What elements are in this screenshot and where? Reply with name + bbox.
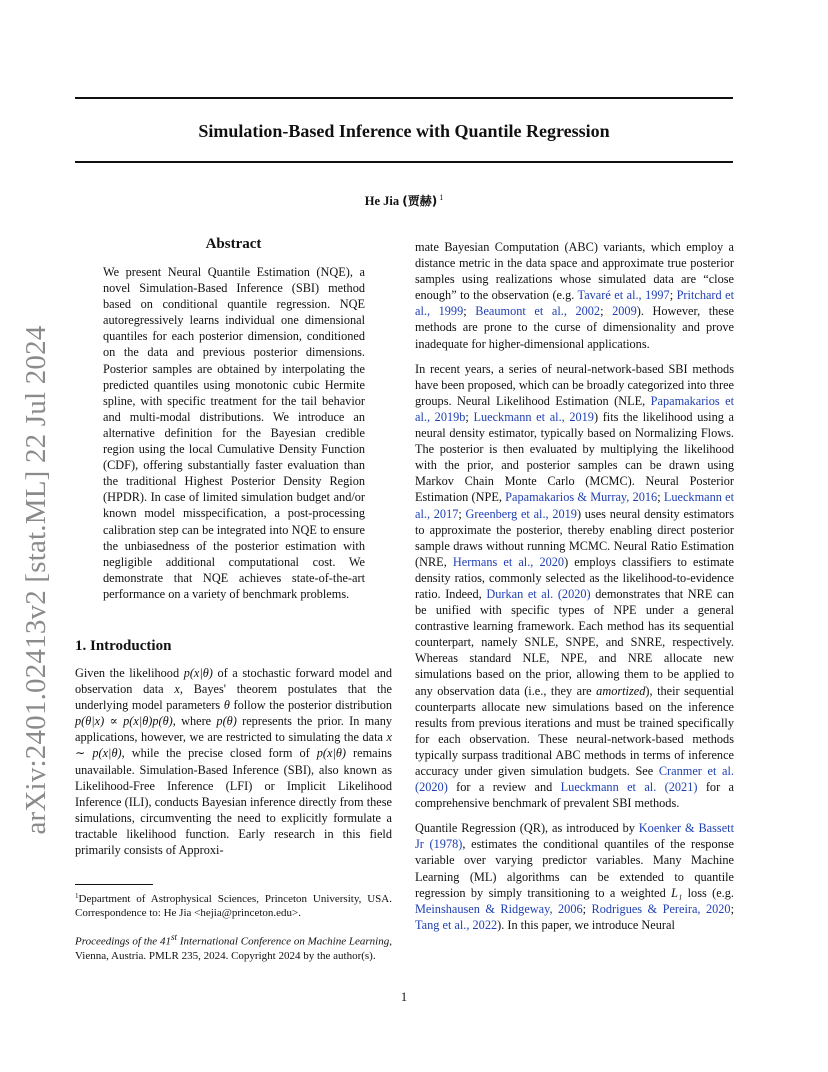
- abstract-text: We present Neural Quantile Estimation (NQE), a novel Simulation-Based Inference (SBI) method based on conditional quantile regression. NQE autoregressively learns individual one dimensional quantiles for each posterior dimension, conditioned on the data and previous posterior dimensions. Posterior samples are obtained by interpolating the predicted quantiles using monotonic cubic Hermite spline, with specific treatment for the tail behavior and multi-modal distributions. We introduce an alternative definition for the Bayesian credible region using the local Cumulative Density Function (CDF), offering substantially faster evaluation than the traditional Highest Posterior Density Region (HPDR). In case of limited simulation budget and/or known model misspecification, a post-processing calibration step can be integrated into NQE to ensure the unbiasedness of the posterior estimation with negligible additional computational cost. We demonstrate that NQE achieves state-of-the-art performance on a variety of benchmark problems.: [103, 265, 365, 601]
- title-rule-bottom: [75, 161, 733, 163]
- section-heading-introduction: 1. Introduction: [75, 637, 172, 654]
- abstract-heading: Abstract: [205, 236, 262, 252]
- citation-link[interactable]: Tang et al., 2022: [415, 917, 498, 932]
- citation-link[interactable]: Beaumont et al., 2002: [475, 304, 601, 319]
- right-column: [415, 239, 734, 933]
- author-line: [75, 190, 733, 209]
- math-likelihood: p(x|θ): [183, 665, 213, 680]
- author-name: He Jia: [364, 194, 400, 208]
- footnote-affiliation: $^1$Department of Astrophysical Sciences, Princeton University, USA. Correspondence to: He Jia <hejia@princeton.edu>.: [75, 892, 392, 919]
- citation-link[interactable]: Lueckmann et al., 2019: [473, 409, 594, 424]
- left-column: [75, 234, 392, 858]
- title-rule-top: [75, 97, 733, 99]
- intro-paragraph-3: Quantile Regression (QR), as introduced by Koenker & Bassett Jr (1978), estimates the conditional quantiles of the response variable over varying predictor variables. Many Machine Learning (ML) algorithms can be extended to quantile regression by simply transitioning to a weighted L₁ loss (e.g. Meinshausen & Ridgeway, 2006; Rodrigues & Pereira, 2020; Tang et al., 2022). In this paper, we introduce Neural: [415, 821, 735, 932]
- emphasis-amortized: amortized: [596, 683, 646, 698]
- math-prior: p(θ): [216, 714, 237, 729]
- page-number: 1: [400, 990, 408, 1004]
- intro-paragraph-2: In recent years, a series of neural-network-based SBI methods have been proposed, which can be broadly categorized into three groups. Neural Likelihood Estimation (NLE, Papamakarios et al., 2019b; Lueckmann et al., 2019) fits the likelihood using a neural density estimator, typically based on Normalizing Flows. The posterior is then evaluated by multiplying the likelihood with the prior, and posterior samples can be drawn using Markov Chain Monte Carlo (MCMC). Neural Posterior Estimation (NPE, Papamakarios & Murray, 2016; Lueckmann et al., 2017; Greenberg et al., 2019) uses neural density estimators to approximate the posterior, thereby enabling direct posterior sample draws without running MCMC. Neural Ratio Estimation (NRE, Hermans et al., 2020) employs classifiers to estimate density ratios, commonly selected as the likelihood-to-evidence ratio. Indeed, Durkan et al. (2020) demonstrates that NRE can be unified with specific types of NPE under a general contrastive learning framework. Each method has its sequential counterpart, namely SNLE, SNPE, and SNRE, respectively. Whereas standard NLE, NPE, and NRE allocate new simulations based on the prior, allowing them to be applied to any observation data (i.e., they are amortized), their sequential counterparts allocate new simulations based on the inference results from previous iterations and must be trained specifically for each observation. These neural-network-based methods typically surpass traditional ABC methods in terms of inference accuracy under given simulation budgets. See Cranmer et al. (2020) for a review and Lueckmann et al. (2021) for a comprehensive benchmark of prevalent SBI methods.: [415, 361, 734, 811]
- author-affiliation-mark: 1: [439, 193, 444, 202]
- citation-link[interactable]: Tavaré et al., 1997: [577, 288, 670, 303]
- math-x: x: [174, 682, 180, 697]
- math-posterior: p(θ|x) ∝ p(x|θ)p(θ): [75, 714, 173, 729]
- intro-paragraph-1: Given the likelihood p(x|θ) of a stochastic forward model and observation data x, Bayes' theorem postulates that the underlying model parameters θ follow the posterior distribution p(θ|x) ∝ p(x|θ)p(θ), where p(θ) represents the prior. In many applications, however, we are restricted to simulating the data x ∼ p(x|θ), while the precise closed form of p(x|θ) remains unavailable. Simulation-Based Inference (SBI), also known as Likelihood-Free Inference (LFI) or Implicit Likelihood Inference (ILI), conducts Bayesian inference directly from these simulations, circumventing the need to explicitly formulate a tractable likelihood function. Early research in this field primarily consists of Approxi-: [75, 665, 392, 857]
- citation-link[interactable]: Hermans et al., 2020: [452, 554, 565, 569]
- citation-link[interactable]: Lueckmann et al. (2021): [560, 780, 698, 795]
- paper-title: Simulation-Based Inference with Quantile Regression: [198, 121, 610, 141]
- citation-link[interactable]: Greenberg et al., 2019: [465, 506, 577, 521]
- arxiv-identifier: arXiv:2401.02413v2 [stat.ML] 22 Jul 2024: [20, 325, 52, 835]
- citation-link[interactable]: Koenker & Bassett Jr (1978): [415, 821, 734, 852]
- citation-link[interactable]: Meinshausen & Ridgeway, 2006: [415, 901, 583, 916]
- citation-link[interactable]: Lueckmann et al., 2017: [415, 490, 734, 521]
- footnote-rule: [75, 884, 153, 885]
- math-l1-loss: L₁: [671, 885, 683, 900]
- math-likelihood-2: p(x|θ): [316, 746, 346, 761]
- citation-link[interactable]: 2009: [612, 304, 637, 319]
- citation-link[interactable]: Papamakarios et al., 2019b: [415, 393, 734, 424]
- math-theta: θ: [223, 698, 230, 713]
- intro-paragraph-1-continued: mate Bayesian Computation (ABC) variants, which employ a distance metric in the data space and approximate true posterior samples using realizations whose simulated data are “close enough” to the observation (e.g. Tavaré et al., 1997; Pritchard et al., 1999; Beaumont et al., 2002; 2009). However, these methods are prone to the curse of dimensionality and prove inadequate for higher-dimensional applications.: [415, 240, 735, 351]
- proceedings-note: Proceedings of the 41st International Conference on Machine Learning, Vienna, Austria. PMLR 235, 2024. Copyright 2024 by the author(s).: [75, 932, 392, 962]
- author-name-cjk: (贾赫): [402, 194, 438, 208]
- citation-link[interactable]: Cranmer et al. (2020): [415, 764, 734, 795]
- citation-link[interactable]: Papamakarios & Murray, 2016: [505, 490, 658, 505]
- citation-link[interactable]: Durkan et al. (2020): [486, 586, 591, 601]
- math-sampling: x ∼ p(x|θ): [75, 730, 392, 761]
- citation-link[interactable]: Rodrigues & Pereira, 2020: [591, 901, 731, 916]
- citation-link[interactable]: Pritchard et al., 1999: [415, 288, 735, 319]
